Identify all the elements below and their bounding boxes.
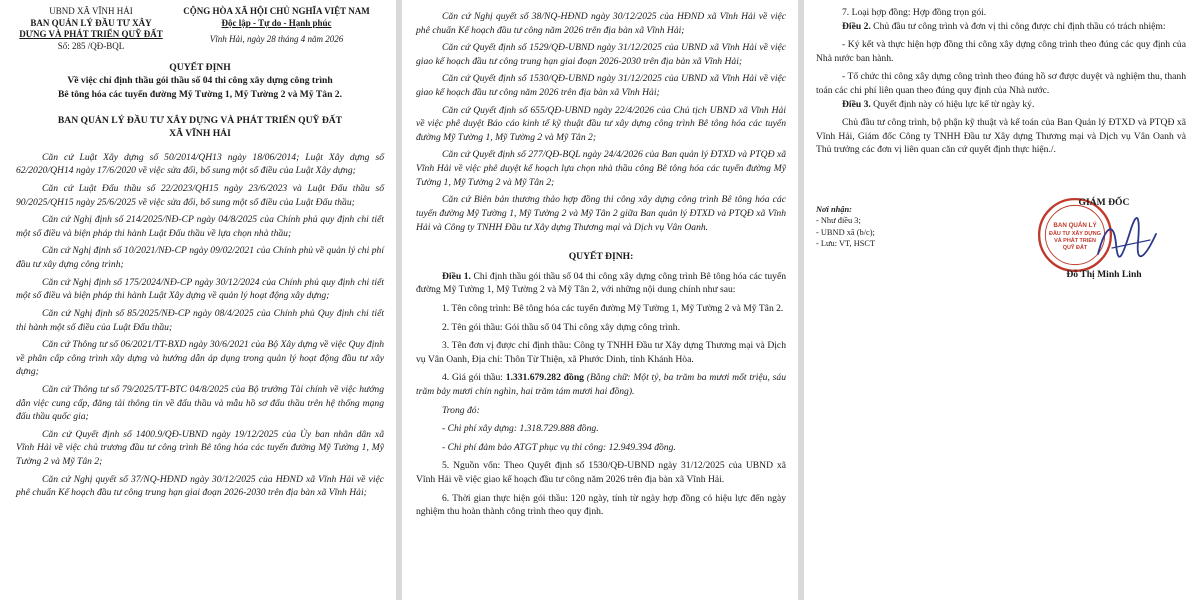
legal-basis-item: Căn cứ Biên bản thương thảo hợp đồng thi công xây dựng công trình Bê tông hóa các tuyến đường Mỹ Tường 1, Mỹ Tường 2 và Mỹ Tân 2 giữa Ban quản lý ĐTXD và PTQĐ xã Vĩnh Hải và Công ty TNHH Đầu tư Xây dựng Thương mại và Dịch vụ Vân Oanh.	[416, 194, 786, 233]
item-funding: 5. Nguồn vốn: Theo Quyết định số 1530/QĐ-UBND ngày 31/12/2025 của UBND xã Vĩnh Hải về việc giao kế hoạch đầu tư công năm 2026 trên địa bàn xã Vĩnh Hải.	[416, 460, 786, 486]
page-3	[804, 0, 1200, 600]
article-3	[816, 98, 1186, 112]
doc-type: QUYẾT ĐỊNH	[169, 61, 231, 73]
legal-basis-item: Căn cứ Quyết định số 1530/QĐ-UBND ngày 31/12/2025 của UBND xã Vĩnh Hải về việc giao kế hoạch đầu tư công năm 2026 trên địa bàn xã Vĩnh Hải;	[416, 73, 786, 99]
subject-line2: Bê tông hóa các tuyến đường Mỹ Tường 1, Mỹ Tường 2 và Mỹ Tân 2.	[57, 88, 342, 100]
legal-bases-list	[16, 151, 384, 500]
article-2-bullet-2: - Tổ chức thi công xây dựng công trình theo đúng hồ sơ được duyệt và nghiệm thu, thanh toán các chi phí liên quan theo đúng quy định của Nhà nước.	[816, 71, 1186, 97]
article-2-label: Điều 2.	[842, 20, 871, 32]
place-date: Vĩnh Hải, ngày 28 tháng 4 năm 2026	[209, 34, 344, 45]
closing-paragraph: Chủ đầu tư công trình, bộ phận kỹ thuật và kế toán của Ban Quản lý ĐTXD và PTQĐ xã Vĩnh Hải, Giám đốc Công ty TNHH Đầu tư Xây dựng Thương mại và Dịch vụ Vân Oanh và Thủ trưởng các đơn vị liên quan căn cứ quyết định thực hiện./.	[816, 117, 1186, 156]
legal-basis-item: Căn cứ Quyết định số 277/QĐ-BQL ngày 24/4/2026 của Ban quản lý ĐTXD và PTQĐ xã Vĩnh Hải về việc phê duyệt kế hoạch lựa chọn nhà thầu công Bê tông hóa các tuyến đường Mỹ Tường 1, Mỹ Tường 2 và Mỹ Tân 2;	[416, 149, 786, 188]
page-2	[402, 0, 798, 600]
recipients-label: Nơi nhận:	[816, 205, 852, 214]
recipient-item: - Như điều 3;	[816, 216, 861, 226]
recipients-block	[816, 204, 996, 249]
svg-text:QUỸ ĐẤT: QUỸ ĐẤT	[1062, 245, 1088, 252]
legal-basis-item: Căn cứ Nghị quyết số 37/NQ-HĐND ngày 30/12/2025 của HĐND xã Vĩnh Hải về việc phê chuẩn Kế hoạch đầu tư công trung hạn giai đoạn 2026-2030 trên địa bàn xã Vĩnh Hải;	[16, 473, 384, 499]
svg-text:ĐẦU TƯ XÂY DỰNG: ĐẦU TƯ XÂY DỰNG	[1049, 231, 1101, 237]
recipient-item: - UBND xã (b/c);	[816, 227, 875, 237]
signer-name: Đỗ Thị Minh Linh	[1066, 269, 1142, 280]
legal-basis-item: Căn cứ Luật Xây dựng số 50/2014/QH13 ngày 18/06/2014; Luật Xây dựng số 62/2020/QH14 ngày 17/6/2020 về việc sửa đổi, bổ sung một số điều của Luật Xây dựng;	[16, 151, 384, 177]
org-parent: UBND XÃ VĨNH HẢI	[49, 6, 133, 16]
legal-basis-item: Căn cứ Nghị quyết số 38/NQ-HĐND ngày 30/12/2025 của HĐND xã Vĩnh Hải về việc phê chuẩn Kế hoạch đầu tư công năm 2026 trên địa bàn xã Vĩnh Hải;	[416, 11, 786, 36]
price-amount: 1.331.679.282 đồng	[505, 372, 584, 384]
decision-heading: QUYẾT ĐỊNH:	[568, 251, 634, 263]
item-package-name: 2. Tên gói thầu: Gói thầu số 04 Thi công xây dựng công trình.	[442, 321, 680, 333]
subject-line1: Về việc chỉ định thầu gói thầu số 04 thi công xây dựng công trình	[67, 75, 333, 87]
article-1-label: Điều 1.	[442, 270, 471, 282]
nation-motto: Độc lập - Tự do - Hạnh phúc	[221, 17, 332, 28]
svg-text:VÀ PHÁT TRIỂN: VÀ PHÁT TRIỂN	[1054, 238, 1096, 245]
nation-name: CỘNG HÒA XÃ HỘI CHỦ NGHĨA VIỆT NAM	[183, 6, 370, 16]
article-2-text: Chủ đầu tư công trình và đơn vị thi công được chỉ định thầu có trách nhiệm:	[870, 20, 1166, 32]
article-3-label: Điều 3.	[842, 98, 871, 110]
signer-title: GIÁM ĐỐC	[1078, 197, 1130, 208]
legal-basis-item: Căn cứ Nghị định số 214/2025/NĐ-CP ngày 04/8/2025 của Chính phủ quy định chi tiết một số điều và biện pháp thi hành Luật Đấu thầu về lựa chọn nhà thầu;	[16, 214, 384, 239]
article-3-text: Quyết định này có hiệu lực kể từ ngày ký.	[870, 98, 1035, 110]
org-name-line2: DỰNG VÀ PHÁT TRIỂN QUỸ ĐẤT	[19, 29, 163, 40]
price-prefix: 4. Giá gói thầu:	[442, 372, 506, 384]
authority-line1: BAN QUẢN LÝ ĐẦU TƯ XÂY DỰNG VÀ PHÁT TRIỂN QUỸ ĐẤT	[57, 114, 343, 126]
item-duration: 6. Thời gian thực hiện gói thầu: 120 ngày, tính từ ngày hợp đồng có hiệu lực đến ngày nghiệm thu hoàn thành công trình theo quy định.	[416, 492, 786, 518]
signature-icon	[1092, 214, 1162, 264]
legal-bases-list-cont	[416, 10, 786, 234]
legal-basis-item: Căn cứ Quyết định số 1529/QĐ-UBND ngày 31/12/2025 của UBND xã Vĩnh Hải về việc giao kế hoạch đầu tư công trung hạn giai đoạn 2026-2030 trên địa bàn xã Vĩnh Hải;	[416, 42, 786, 67]
svg-text:BAN QUẢN LÝ: BAN QUẢN LÝ	[1053, 222, 1097, 230]
legal-basis-item: Căn cứ Nghị định số 10/2021/NĐ-CP ngày 09/02/2021 của Chính phủ về quản lý chi phí đầu tư xây dựng công trình;	[16, 245, 384, 271]
page-1	[0, 0, 396, 600]
authority-line2: XÃ VĨNH HẢI	[169, 128, 231, 140]
item-project-name: 1. Tên công trình: Bê tông hóa các tuyến đường Mỹ Tường 1, Mỹ Tường 2 và Mỹ Tân 2.	[442, 302, 784, 314]
item-contractor: 3. Tên đơn vị được chỉ định thầu: Công ty TNHH Đầu tư Xây dựng Thương mại và Dịch vụ Vân Oanh, Địa chỉ: Thôn Từ Thiện, xã Phước Dinh, tỉnh Khánh Hòa.	[416, 340, 786, 365]
legal-basis-item: Căn cứ Quyết định số 1400.9/QĐ-UBND ngày 19/12/2025 của Ủy ban nhân dân xã Vĩnh Hải về việc chủ trương đầu tư công trình Bê tông hóa các tuyến đường Mỹ Tường 1, Mỹ Tường 2 và Mỹ Tân 2;	[16, 428, 384, 467]
legal-basis-item: Căn cứ Quyết định số 655/QĐ-UBND ngày 22/4/2026 của Chủ tịch UBND xã Vĩnh Hải về việc phê duyệt Báo cáo kinh tế kỹ thuật đầu tư xây dựng công trình Bê tông hóa các tuyến đường Mỹ Tường 1, Mỹ Tường 2 và Mỹ Tân 2;	[416, 104, 786, 143]
legal-basis-item: Căn cứ Thông tư số 06/2021/TT-BXD ngày 30/6/2021 của Bộ Xây dựng về việc Quy định về phân cấp công trình xây dựng và hướng dẫn áp dụng trong quản lý hoạt động đầu tư xây dựng;	[16, 339, 384, 378]
item-contract-type: 7. Loại hợp đồng: Hợp đồng trọn gói.	[842, 7, 987, 18]
org-name-line1: BAN QUẢN LÝ ĐẦU TƯ XÂY	[30, 17, 152, 28]
item-package-price	[416, 371, 786, 398]
price-in-words: (Bằng chữ: Một tỷ, ba trăm ba mươi mốt triệu, sáu trăm bảy mươi chín nghìn, hai trăm tám mươi hai đồng).	[416, 372, 786, 398]
cost-traffic-safety: - Chi phí đảm bảo ATGT phục vụ thi công: 12.949.394 đồng.	[442, 441, 676, 453]
article-2-bullet-1: - Ký kết và thực hiện hợp đồng thi công xây dựng công trình theo đúng các quy định của Nhà nước ban hành.	[816, 39, 1186, 64]
document-header	[16, 6, 384, 53]
legal-basis-item: Căn cứ Luật Đấu thầu số 22/2023/QH15 ngày 23/6/2023 và Luật Đấu thầu số 90/2025/QH15 ngày 25/6/2025 về việc sửa đổi, bổ sung một số điều của Luật Đấu thầu;	[16, 183, 384, 208]
cost-construction: - Chi phí xây dựng: 1.318.729.888 đồng.	[442, 423, 599, 435]
article-1	[416, 270, 786, 297]
legal-basis-item: Căn cứ Nghị định số 85/2025/NĐ-CP ngày 08/4/2025 của Chính phủ Quy định chi tiết thi hành một số điều của Luật Đấu thầu;	[16, 307, 384, 333]
doc-number: Số: 285 /QĐ-BQL	[57, 41, 125, 52]
issuing-org	[16, 6, 166, 53]
legal-basis-item: Căn cứ Thông tư số 79/2025/TT-BTC 04/8/2025 của Bộ trưởng Tài chính về việc hướng dẫn việc cung cấp, đăng tải thông tin về đấu thầu và mẫu hồ sơ đấu thầu trên hệ thống mạng đấu thầu quốc gia;	[16, 383, 384, 423]
article-1-text: Chỉ định thầu gói thầu số 04 thi công xây dựng công trình Bê tông hóa các tuyến đường Mỹ Tường 1, Mỹ Tường 2 và Mỹ Tân 2, với những nội dung chính như sau:	[416, 270, 787, 296]
article-2	[816, 20, 1186, 34]
in-which-label: Trong đó:	[442, 404, 480, 416]
legal-basis-item: Căn cứ Nghị định số 175/2024/NĐ-CP ngày 30/12/2024 của Chính phủ quy định chi tiết một số điều và biện pháp thi hành Luật Xây dựng về quản lý hoạt động xây dựng;	[16, 276, 384, 302]
national-motto	[169, 6, 384, 53]
recipient-item: - Lưu: VT, HSCT	[816, 239, 876, 249]
